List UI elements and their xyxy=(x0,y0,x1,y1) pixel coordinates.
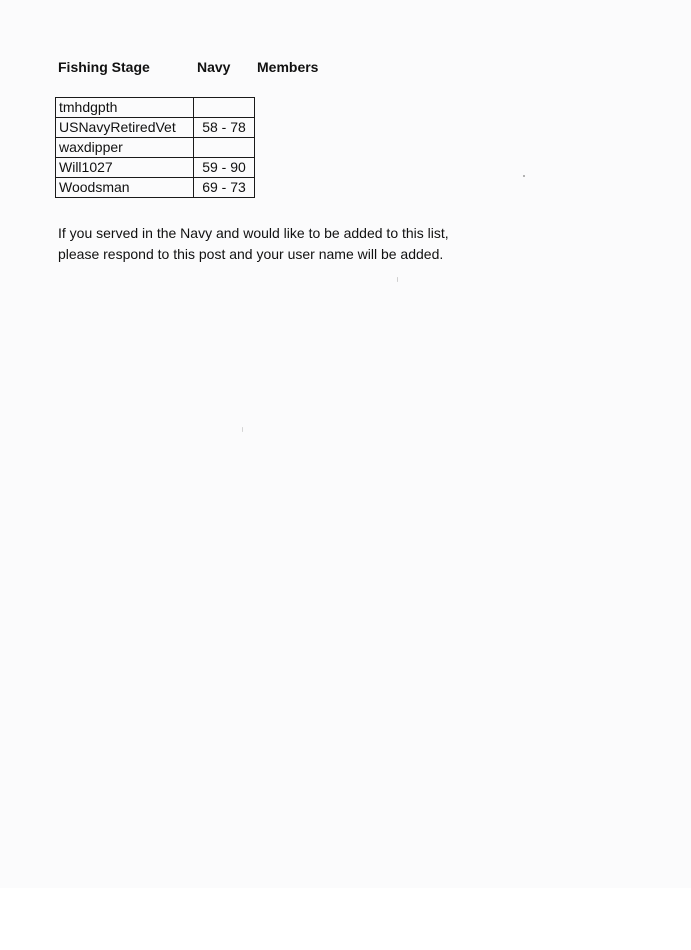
title-members: Members xyxy=(257,59,319,75)
title-navy: Navy xyxy=(197,59,231,75)
join-instructions xyxy=(58,223,618,265)
title-fishing-stage: Fishing Stage xyxy=(58,59,150,75)
scan-speck xyxy=(523,175,525,177)
service-years: 69 - 73 xyxy=(194,178,255,198)
table-row xyxy=(56,118,255,138)
service-years xyxy=(194,138,255,158)
table-row xyxy=(56,178,255,198)
scan-speck xyxy=(397,277,398,282)
scan-speck xyxy=(242,427,243,432)
service-years: 59 - 90 xyxy=(194,158,255,178)
members-table xyxy=(55,97,255,198)
member-name: Will1027 xyxy=(56,158,194,178)
member-name: USNavyRetiredVet xyxy=(56,118,194,138)
member-name: waxdipper xyxy=(56,138,194,158)
table-row xyxy=(56,98,255,118)
service-years: 58 - 78 xyxy=(194,118,255,138)
table-row xyxy=(56,138,255,158)
table-row xyxy=(56,158,255,178)
service-years xyxy=(194,98,255,118)
instructions-line: If you served in the Navy and would like to be added to this list, xyxy=(58,225,449,241)
scan-margin xyxy=(0,888,691,950)
instructions-line: please respond to this post and your user name will be added. xyxy=(58,246,444,262)
member-name: Woodsman xyxy=(56,178,194,198)
member-name: tmhdgpth xyxy=(56,98,194,118)
